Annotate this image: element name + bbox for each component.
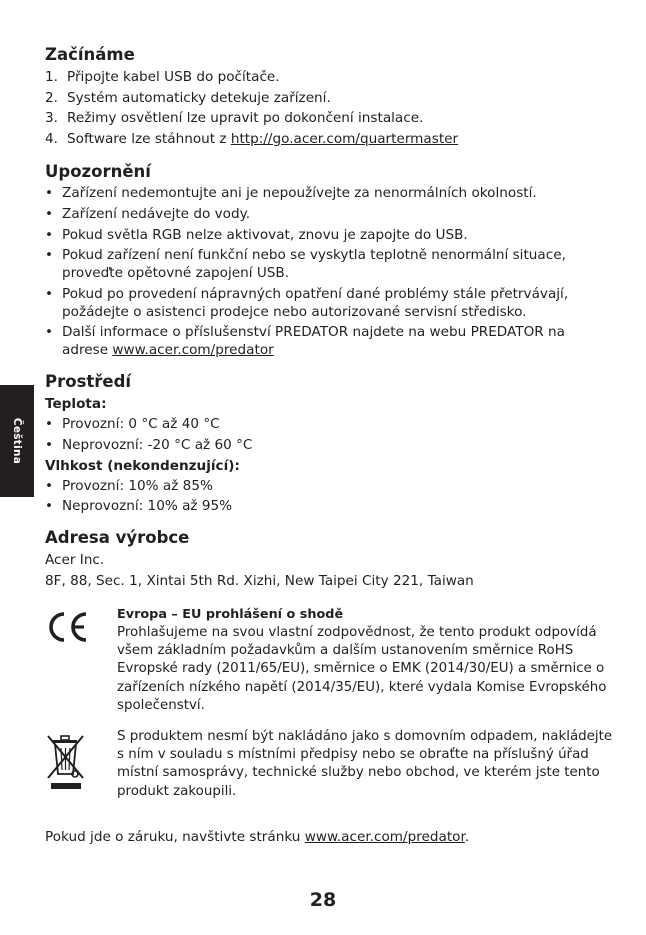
language-tab-label: Čeština [11,417,23,465]
list-item: • Provozní: 0 °C až 40 °C [45,415,220,432]
list-item: • Neprovozní: 10% až 95% [45,498,233,515]
humidity-list [45,477,615,516]
ce-declaration [45,606,615,716]
language-tab [0,385,34,497]
manufacturer-name: Acer Inc. [45,552,105,569]
weee-notice [45,728,615,802]
list-item: 2. Systém automaticky detekuje zařízení. [45,89,331,106]
ce-declaration-text: Prohlašujeme na svou vlastní zodpovědnost, že tento produkt odpovídá všem základním požadavkům a dalším ustanovením směrnice RoHS Evropské rady (2011/65/EU), směrnice o EMK (2014/30/EU) a směrnice o zařízeních nízkého napětí (2014/35/EU), které vydala Komise Evropského společenství. [117,624,607,714]
list-item: • Pokud po provedení nápravných opatření dané problémy stále přetrvávají, požádejte o asistenci prodejce nebo autorizované servisní středisko. [45,285,569,320]
warranty-link[interactable]: www.acer.com/predator [304,829,465,846]
list-item: • Zařízení nedemontujte ani je nepoužívejte za nenormálních okolností. [45,185,537,202]
warnings-title: Upozornění [45,162,151,182]
ce-declaration-title: Evropa – EU prohlášení o shodě [117,606,344,622]
list-item: • Zařízení nedávejte do vody. [45,205,251,222]
getting-started-title: Začínáme [45,45,135,64]
page-content [45,44,615,848]
manufacturer-title: Adresa výrobce [45,528,190,548]
list-item: 1. Připojte kabel USB do počítače. [45,69,280,85]
list-item: • Další informace o příslušenství PREDATOR najdete na webu PREDATOR na adrese www.acer.com/predator [45,324,565,359]
list-item: 4. Software lze stáhnout z http://go.acer.com/quartermaster [45,130,459,147]
list-item: • Pokud světla RGB nelze aktivovat, znovu je zapojte do USB. [45,226,468,243]
page-number: 28 [309,889,337,911]
crossed-bin-icon [45,732,89,798]
temperature-list [45,415,615,454]
warranty-note: Pokud jde o záruku, navštivte stránku www.acer.com/predator. [45,829,470,846]
ce-mark-icon [45,610,91,648]
weee-text: S produktem nesmí být nakládáno jako s domovním odpadem, nakládejte s ním v souladu s místními předpisy nebo se obraťte na příslušný úřad místní samosprávy, technické služby nebo obchod, ve kterém jste tento produkt zakoupili. [117,728,613,799]
warnings-list [45,184,615,359]
environment-section [45,371,615,515]
manufacturer-section [45,527,615,591]
humidity-label: Vlhkost (nekondenzující): [45,458,240,475]
list-item: • Pokud zařízení není funkční nebo se vyskytla teplotně nenormální situace, proveďte opětovné zapojení USB. [45,247,566,282]
manufacturer-address: 8F, 88, Sec. 1, Xintai 5th Rd. Xizhi, New Taipei City 221, Taiwan [45,572,474,589]
predator-link[interactable]: www.acer.com/predator [112,342,274,359]
warnings-section [45,161,615,359]
list-item: • Neprovozní: -20 °C až 60 °C [45,436,253,453]
list-item: 3. Režimy osvětlení lze upravit po dokončení instalace. [45,110,424,127]
software-download-link[interactable]: http://go.acer.com/quartermaster [230,130,459,147]
temperature-label: Teplota: [45,396,107,413]
getting-started-steps [45,67,615,149]
environment-title: Prostředí [45,372,132,392]
getting-started-section [45,44,615,149]
list-item: • Provozní: 10% až 85% [45,477,213,494]
